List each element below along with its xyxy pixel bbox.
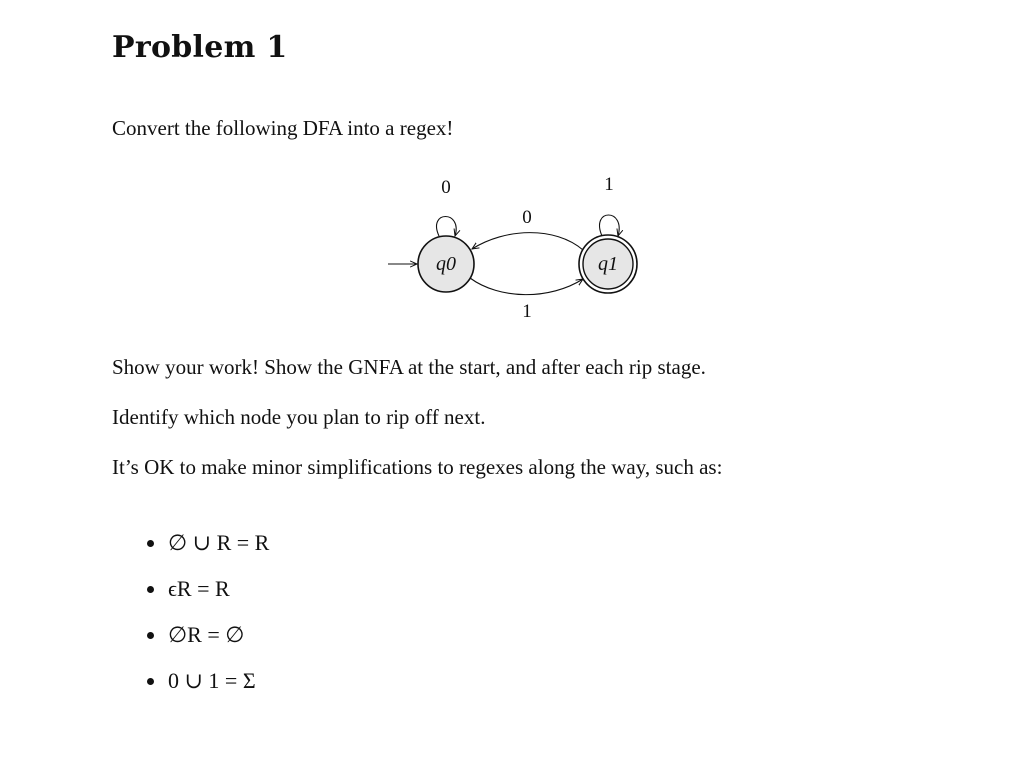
identify-text: Identify which node you plan to rip off next. (112, 405, 486, 429)
self-loop-q1 (600, 215, 620, 236)
list-item (140, 612, 269, 658)
list-item (140, 658, 269, 704)
label-q1-loop: 1 (604, 174, 614, 195)
edge-q1-to-q0 (472, 233, 583, 250)
bullet-icon (147, 586, 154, 593)
rule-text: ∅ ∪ R = R (168, 530, 270, 555)
bullet-icon (147, 540, 154, 547)
label-q0-to-q1: 1 (522, 301, 532, 322)
label-q1-to-q0: 0 (522, 207, 532, 228)
simplification-list (140, 520, 269, 704)
state-q0-label: q0 (436, 253, 456, 275)
rule-text: ϵR = R (168, 576, 230, 601)
simplifications-intro-text: It’s OK to make minor simplifications to regexes along the way, such as: (112, 455, 723, 479)
list-item (140, 566, 269, 612)
list-item (140, 520, 269, 566)
label-q0-loop: 0 (441, 177, 451, 198)
self-loop-q0 (437, 217, 457, 237)
intro-text: Convert the following DFA into a regex! (112, 116, 454, 140)
rule-text: 0 ∪ 1 = Σ (168, 668, 256, 693)
bullet-icon (147, 678, 154, 685)
rule-text: ∅R = ∅ (168, 622, 245, 647)
show-work-text: Show your work! Show the GNFA at the start, and after each rip stage. (112, 355, 706, 379)
problem-title: Problem 1 (112, 30, 288, 65)
bullet-icon (147, 632, 154, 639)
dfa-diagram (380, 170, 650, 330)
edge-q0-to-q1 (470, 278, 583, 295)
state-q1-label: q1 (598, 253, 618, 275)
